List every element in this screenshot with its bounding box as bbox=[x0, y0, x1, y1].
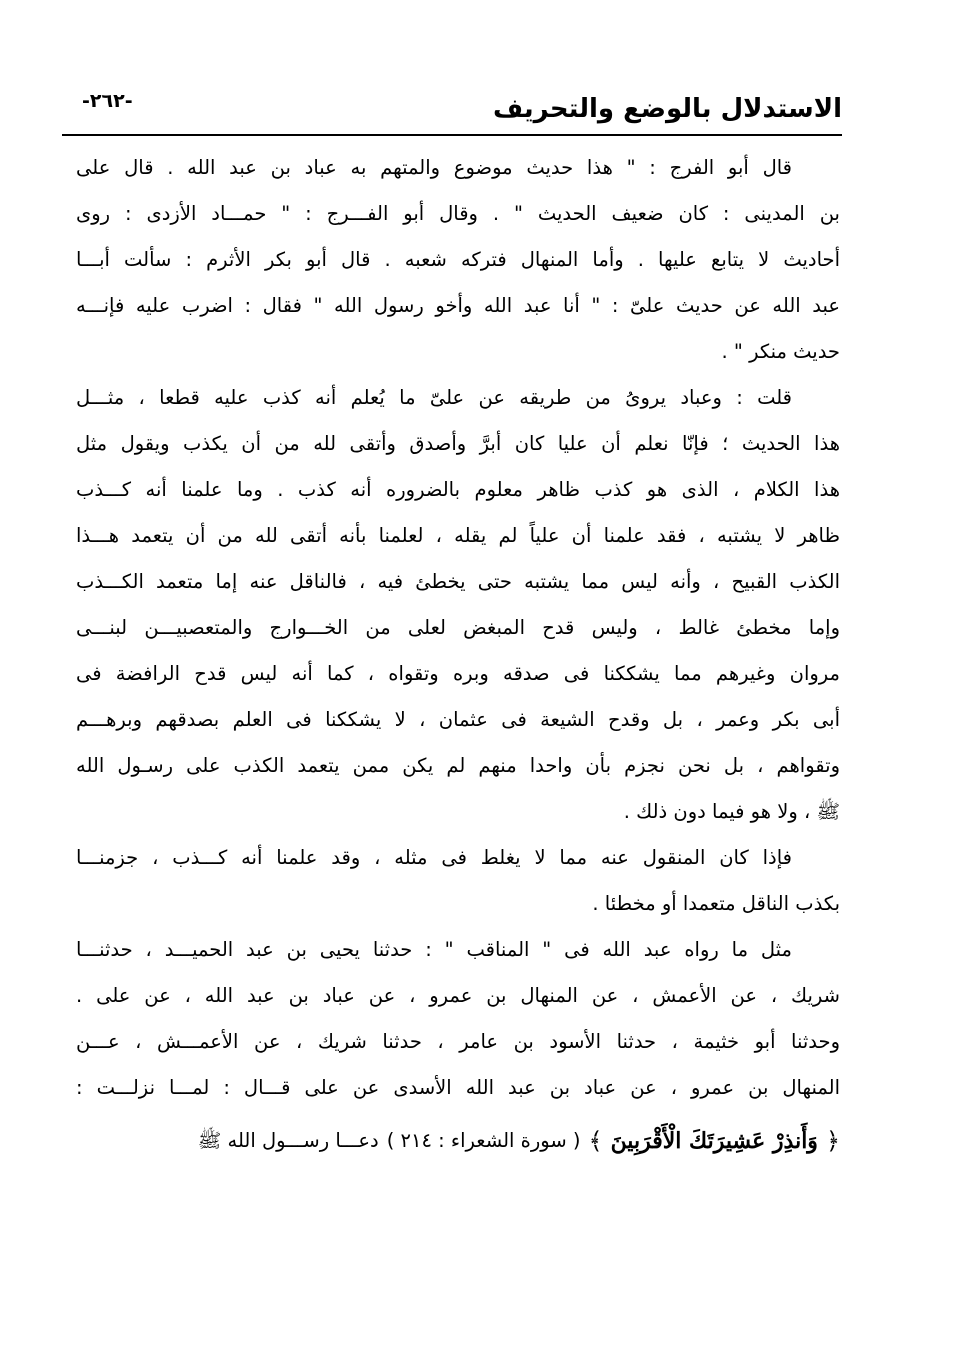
paragraph-2 bbox=[76, 375, 840, 835]
text-line: مثل ما رواه عبد الله فى " المناقب " : حدثنا يحيى بن عبد الحميـــد ، حدثنـــا bbox=[76, 938, 792, 961]
text-line: بكذب الناقل متعمدا أو مخطئا . bbox=[592, 892, 840, 915]
text-line: قال أبو الفرج : " هذا حديث موضوع والمتهم به عباد بن عبد الله . قال على bbox=[76, 156, 792, 179]
text-line: المنهال بن عمرو ، عن عباد بن عبد الله الأسدى عن على قـــال : لمـــا نزلـــت : bbox=[76, 1076, 840, 1099]
paragraph-3 bbox=[76, 835, 840, 927]
quran-verse-line bbox=[76, 1111, 840, 1171]
text-line: وحدثنا أبو خثيمة ، حدثنا الأسود بن عامر ، حدثنا شريك ، عن الأعمـــش ، عـــن bbox=[76, 1030, 840, 1053]
text-line: بن المدينى : كان ضعيف الحديث " . وقال أبو الفـــرج : " حمـــاد الأزدى : روى bbox=[76, 202, 840, 225]
running-title: الاستدلال بالوضع والتحريف bbox=[492, 94, 842, 124]
verse-open-bracket: ﴿ bbox=[825, 1127, 840, 1155]
page-number: -٢٦٢- bbox=[82, 90, 133, 112]
paragraph-1 bbox=[76, 145, 840, 375]
text-line: مروان وغيرهم مما يشككنا فى صدقه وبره وتقواه ، كما أنه ليس قدح الرافضة فى bbox=[76, 662, 840, 685]
page-header bbox=[62, 88, 842, 136]
text-line: وتقواهم ، بل نحن نجزم بأن واحدا منهم لم يكن ممن يتعمد الكذب على رسـول الله bbox=[76, 754, 840, 777]
text-line: ظاهر لا يشتبه ، فقد علمنا أن علياً لم يقله ، لعلمنا بأنه أتقى لله من أن يتعمد هـــذا bbox=[76, 524, 840, 547]
text-line: وإما مخطئ غالط ، وليس قدح المبغض لعلى من الخـــوارج والمتعصبيـــن لبنـــى bbox=[76, 616, 840, 639]
text-line: الكذب القبيح ، وأنه ليس مما يشتبه حتى يخطئ فيه ، فالناقل عنه إما متعمد الكـــذب bbox=[76, 570, 840, 593]
text-line: عبد الله عن حديث علىّ : " أنا عبد الله وأخو رسول الله " فقال : اضرب عليه فإنـــه bbox=[76, 294, 840, 317]
verse-reference: ( سورة الشعراء : ٢١٤ ) bbox=[386, 1129, 581, 1152]
text-line: قلت : وعباد يروىُ من طريقه عن علىّ ما يُعلم أنه كذب عليه قطعا ، مثـــل bbox=[76, 386, 792, 409]
paragraph-4 bbox=[76, 927, 840, 1111]
quran-verse: وَأَنذِرْ عَشِيرَتَكَ الْأَقْرَبِينَ bbox=[610, 1128, 818, 1154]
text-line: حديث منكر " . bbox=[721, 340, 840, 363]
text-line: فإذا كان المنقول عنه مما لا يغلط فى مثله ، وقد علمنا أنه كـــذب ، جزمنـــا bbox=[76, 846, 792, 869]
text-line: شريك ، عن الأعمش ، عن المنهال بن عمرو ، عن عباد بن عبد الله ، عن على . bbox=[76, 984, 840, 1007]
text-line: هذا الكلام ، الذى هو كذب ظاهر معلوم بالضروره أنه كذب . وما علمنا أنه كـــذب bbox=[76, 478, 840, 501]
verse-continuation: دعـــا رســـول الله ﷺ bbox=[197, 1129, 379, 1152]
text-line: هذا الحديث ؛ فإنّا نعلم أن عليا كان أبرَّ وأصدق وأتقى لله من أن يكذب ويقول مثل bbox=[76, 432, 840, 455]
text-line: أحاديث لا يتابع عليها . وأما المنهال فتركه شعبه . قال أبو بكر الأثرم : سألت أبـــا bbox=[76, 248, 840, 271]
text-line: ﷺ ، ولا هو فيما دون ذلك . bbox=[623, 800, 840, 823]
text-line: أبى بكر وعمر ، بل وقدح الشيعة فى عثمان ، لا يشككنا فى العلم بصدقهم وبرهـــم bbox=[76, 708, 840, 731]
body-text bbox=[76, 145, 840, 1171]
verse-close-bracket: ﴾ bbox=[588, 1127, 603, 1155]
